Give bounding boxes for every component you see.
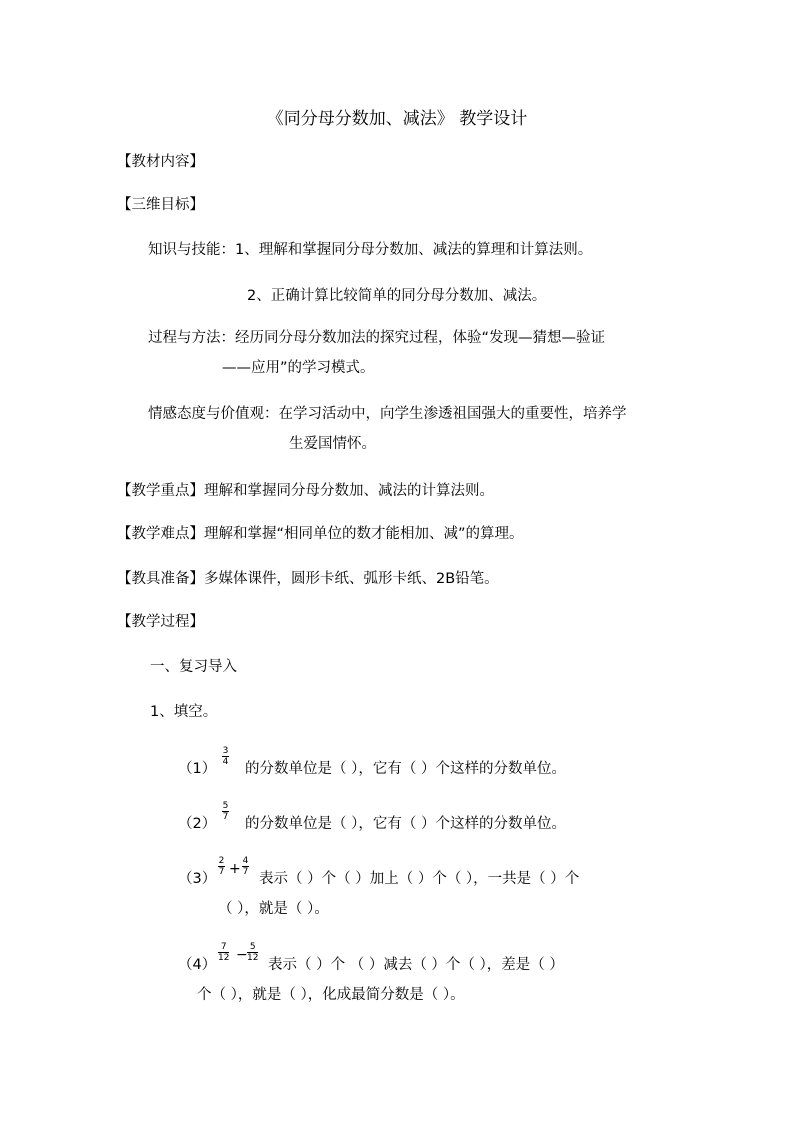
q3-plus-sign: + [229, 861, 241, 877]
q2-numerator: 5 [222, 801, 229, 811]
q1-numerator: 3 [222, 746, 229, 756]
key-point [117, 481, 494, 501]
q3-f1-numerator: 2 [218, 856, 225, 866]
goal-emotion-line2: 生爱国情怀。 [289, 436, 376, 452]
teaching-tools-label: 【教具准备】 [117, 571, 204, 587]
goal-process-line2: ——应用”的学习模式。 [222, 360, 375, 376]
section-process: 【教学过程】 [117, 614, 204, 630]
q4-text: 表示（ ）个 （ ）减去（ ）个（ ），差是（ ） [268, 957, 564, 973]
q4-f1-denominator: 12 [218, 953, 230, 963]
q4-minus-sign: − [236, 947, 248, 963]
q4-f1-numerator: 7 [220, 942, 227, 952]
goal-knowledge-line1: 知识与技能：1、理解和掌握同分母分数加、减法的算理和计算法则。 [148, 242, 593, 258]
page-title: 《同分母分数加、减法》 教学设计 [266, 109, 528, 129]
section-goals: 【三维目标】 [117, 197, 204, 213]
q3-text-line2: （ ），就是（ ）。 [218, 901, 329, 917]
teaching-tools [117, 569, 499, 589]
q1-text: 的分数单位是（ ），它有（ ）个这样的分数单位。 [245, 761, 566, 777]
q4-f2-denominator: 12 [247, 953, 259, 963]
goal-knowledge-line2: 2、正确计算比较简单的同分母分数加、减法。 [247, 288, 547, 304]
q3-fraction-2 [242, 856, 249, 877]
process-step1: 一、复习导入 [150, 659, 237, 675]
goal-process-line1: 过程与方法：经历同分母分数加法的探究过程，体验“发现—猜想—验证 [148, 330, 606, 346]
q4-number: （4） [178, 957, 217, 973]
q3-text: 表示（ ）个（ ）加上（ ）个（ ），一共是（ ）个 [259, 871, 580, 887]
q1-fraction [222, 746, 229, 767]
key-point-text: 理解和掌握同分母分数加、减法的计算法则。 [204, 483, 494, 499]
q3-number: （3） [178, 871, 217, 887]
difficult-point [117, 524, 524, 544]
q3-f2-numerator: 4 [242, 856, 249, 866]
difficult-point-text: 理解和掌握“相同单位的数才能相加、减”的算理。 [204, 526, 524, 542]
q3-f1-denominator: 7 [218, 867, 225, 877]
section-content: 【教材内容】 [117, 154, 204, 170]
key-point-label: 【教学重点】 [117, 483, 204, 499]
difficult-point-label: 【教学难点】 [117, 526, 204, 542]
q2-fraction [222, 801, 229, 822]
q2-denominator: 7 [222, 812, 229, 822]
process-item1: 1、填空。 [150, 704, 218, 720]
q4-text-line2: 个（ ），就是（ ），化成最简分数是（ ）。 [197, 987, 465, 1003]
q4-fraction-2 [247, 942, 258, 963]
teaching-tools-text: 多媒体课件，圆形卡纸、弧形卡纸、2B铅笔。 [204, 571, 499, 587]
q1-denominator: 4 [222, 757, 229, 767]
q2-text: 的分数单位是（ ），它有（ ）个这样的分数单位。 [245, 816, 566, 832]
q4-fraction-1 [218, 942, 229, 963]
q3-f2-denominator: 7 [242, 867, 249, 877]
q3-fraction-1 [218, 856, 225, 877]
goal-emotion-line1: 情感态度与价值观：在学习活动中，向学生渗透祖国强大的重要性，培养学 [148, 406, 627, 422]
q4-f2-numerator: 5 [249, 942, 256, 952]
q2-number: （2） [178, 816, 217, 832]
q1-number: （1） [178, 761, 217, 777]
